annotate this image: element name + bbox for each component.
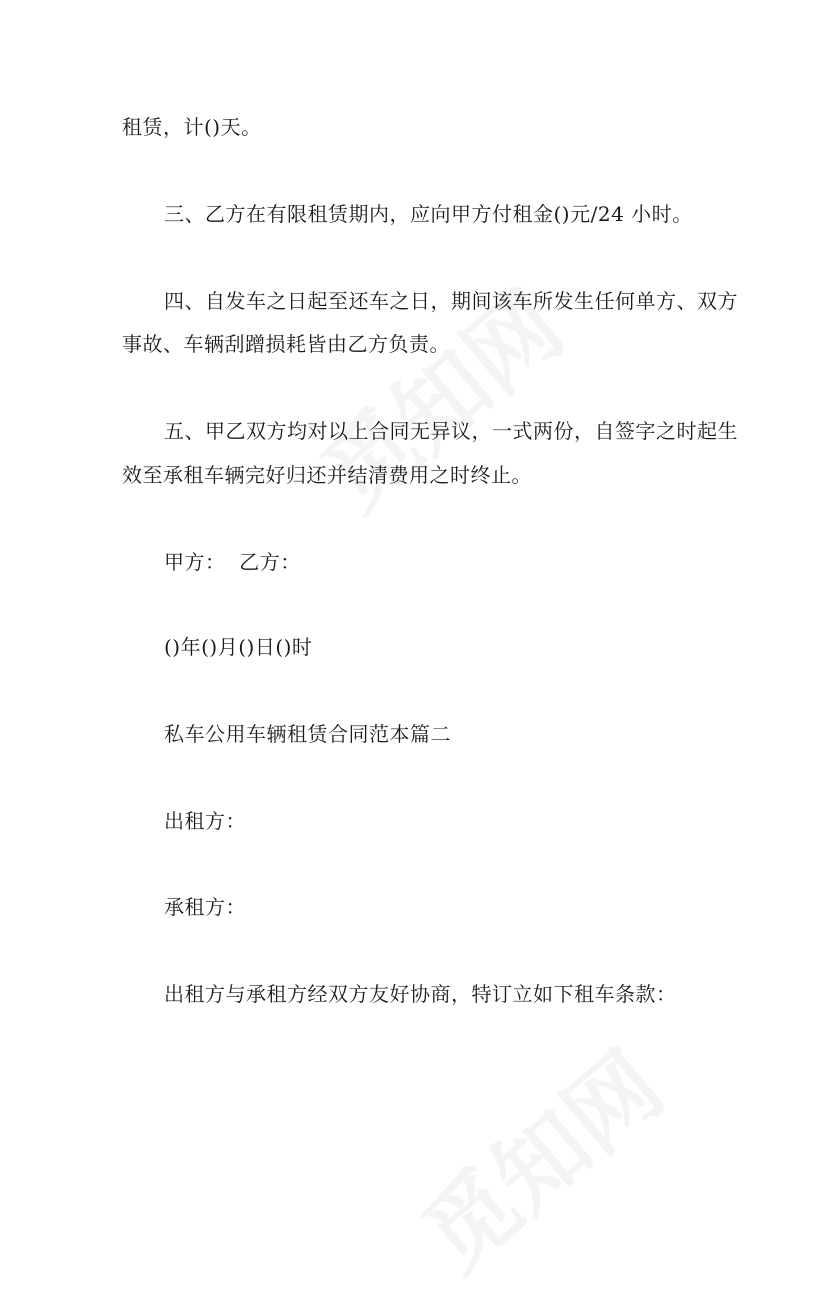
text-line: 租赁，计()天。: [122, 115, 262, 139]
date-line: ()年()月()日()时: [164, 635, 313, 659]
text-line: 三、乙方在有限租赁期内，应向甲方付租金()元/24 小时。: [164, 202, 693, 226]
text-line: 出租方与承租方经双方友好协商，特订立如下租车条款：: [164, 982, 677, 1006]
text-line: 四、自发车之日起至还车之日，期间该车所发生任何单方、双方: [164, 289, 738, 313]
text-line: 效至承租车辆完好归还并结清费用之时终止。: [122, 463, 532, 487]
signature-parties: 甲方： 乙方：: [164, 550, 301, 574]
text-line: 五、甲乙双方均对以上合同无异议，一式两份，自签字之时起生: [164, 419, 738, 443]
section-title: 私车公用车辆租赁合同范本篇二: [164, 722, 451, 746]
lessor-label: 出租方：: [164, 809, 246, 833]
lessee-label: 承租方：: [164, 895, 246, 919]
text-line: 事故、车辆刮蹭损耗皆由乙方负责。: [122, 332, 450, 356]
watermark-bottom: [390, 1017, 686, 1295]
